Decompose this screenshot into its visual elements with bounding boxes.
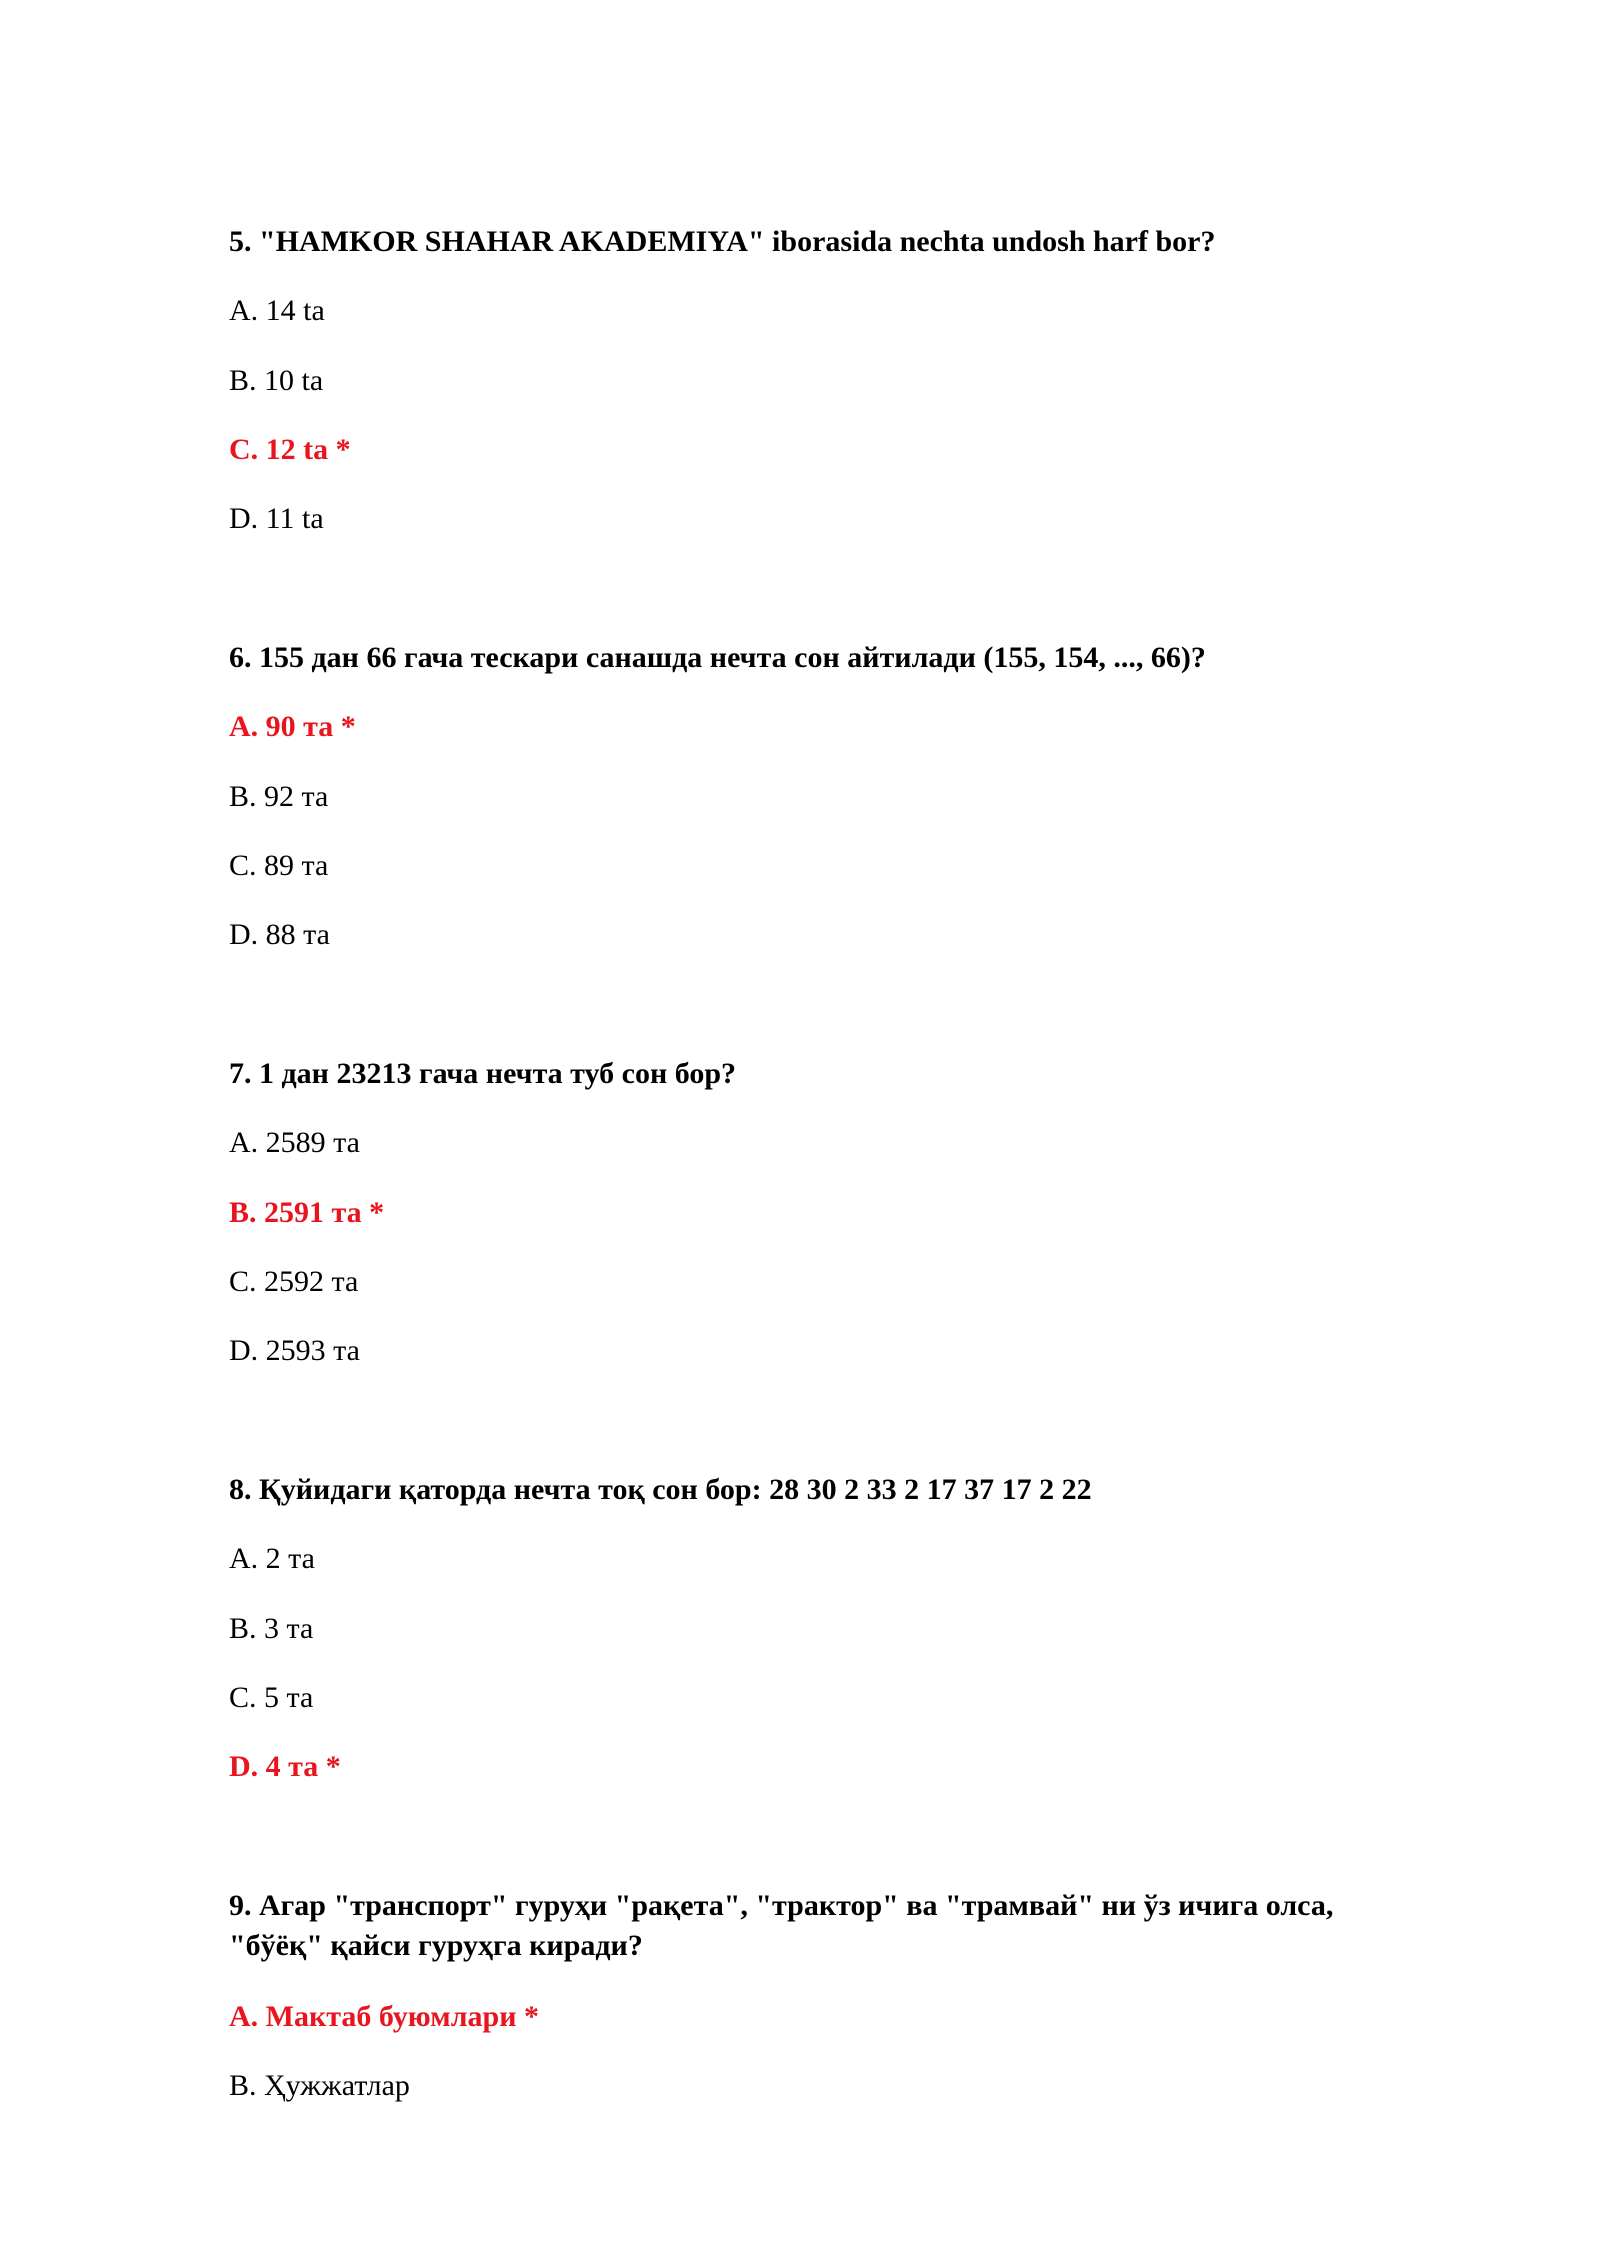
- question-9: [229, 1886, 1429, 2102]
- option-b-correct: B. 2591 та *: [229, 1196, 385, 1229]
- option-b: B. 92 та: [229, 780, 329, 813]
- question-text: 5. "HAMKOR SHAHAR AKADEMIYA" iborasida nechta undosh harf bor?: [229, 225, 1216, 258]
- question-5: [229, 222, 1429, 535]
- option-c: C. 5 та: [229, 1681, 314, 1714]
- option-b: B. Ҳужжатлар: [229, 2069, 410, 2102]
- option-a: A. 14 ta: [229, 294, 325, 327]
- option-a-correct: A. Мактаб буюмлари *: [229, 2000, 539, 2033]
- option-d: D. 2593 та: [229, 1334, 360, 1367]
- option-a: A. 2589 та: [229, 1126, 360, 1159]
- option-d-correct: D. 4 та *: [229, 1750, 341, 1783]
- question-6: [229, 638, 1429, 951]
- option-d: D. 88 та: [229, 918, 330, 951]
- question-8: [229, 1470, 1429, 1783]
- option-b: B. 3 та: [229, 1612, 314, 1645]
- option-c-correct: C. 12 ta *: [229, 433, 351, 466]
- question-text: 6. 155 дан 66 гача тескари санашда нечта сон айтилади (155, 154, ..., 66)?: [229, 641, 1206, 674]
- option-b: B. 10 ta: [229, 364, 324, 397]
- question-7: [229, 1054, 1429, 1367]
- question-text: 7. 1 дан 23213 гача нечта туб сон бор?: [229, 1057, 737, 1090]
- option-a: A. 2 та: [229, 1542, 315, 1575]
- question-text: 9. Агар "транспорт" гуруҳи "рақета", "трактор" ва "трамвай" ни ўз ичига олса, "бўёқ" қайси гуруҳга киради?: [229, 1889, 1334, 1962]
- question-text: 8. Қуйидаги қаторда нечта тоқ сон бор: 28 30 2 33 2 17 37 17 2 22: [229, 1473, 1092, 1506]
- option-a-correct: A. 90 та *: [229, 710, 356, 743]
- option-d: D. 11 ta: [229, 502, 324, 535]
- option-c: C. 89 та: [229, 849, 329, 882]
- option-c: C. 2592 та: [229, 1265, 359, 1298]
